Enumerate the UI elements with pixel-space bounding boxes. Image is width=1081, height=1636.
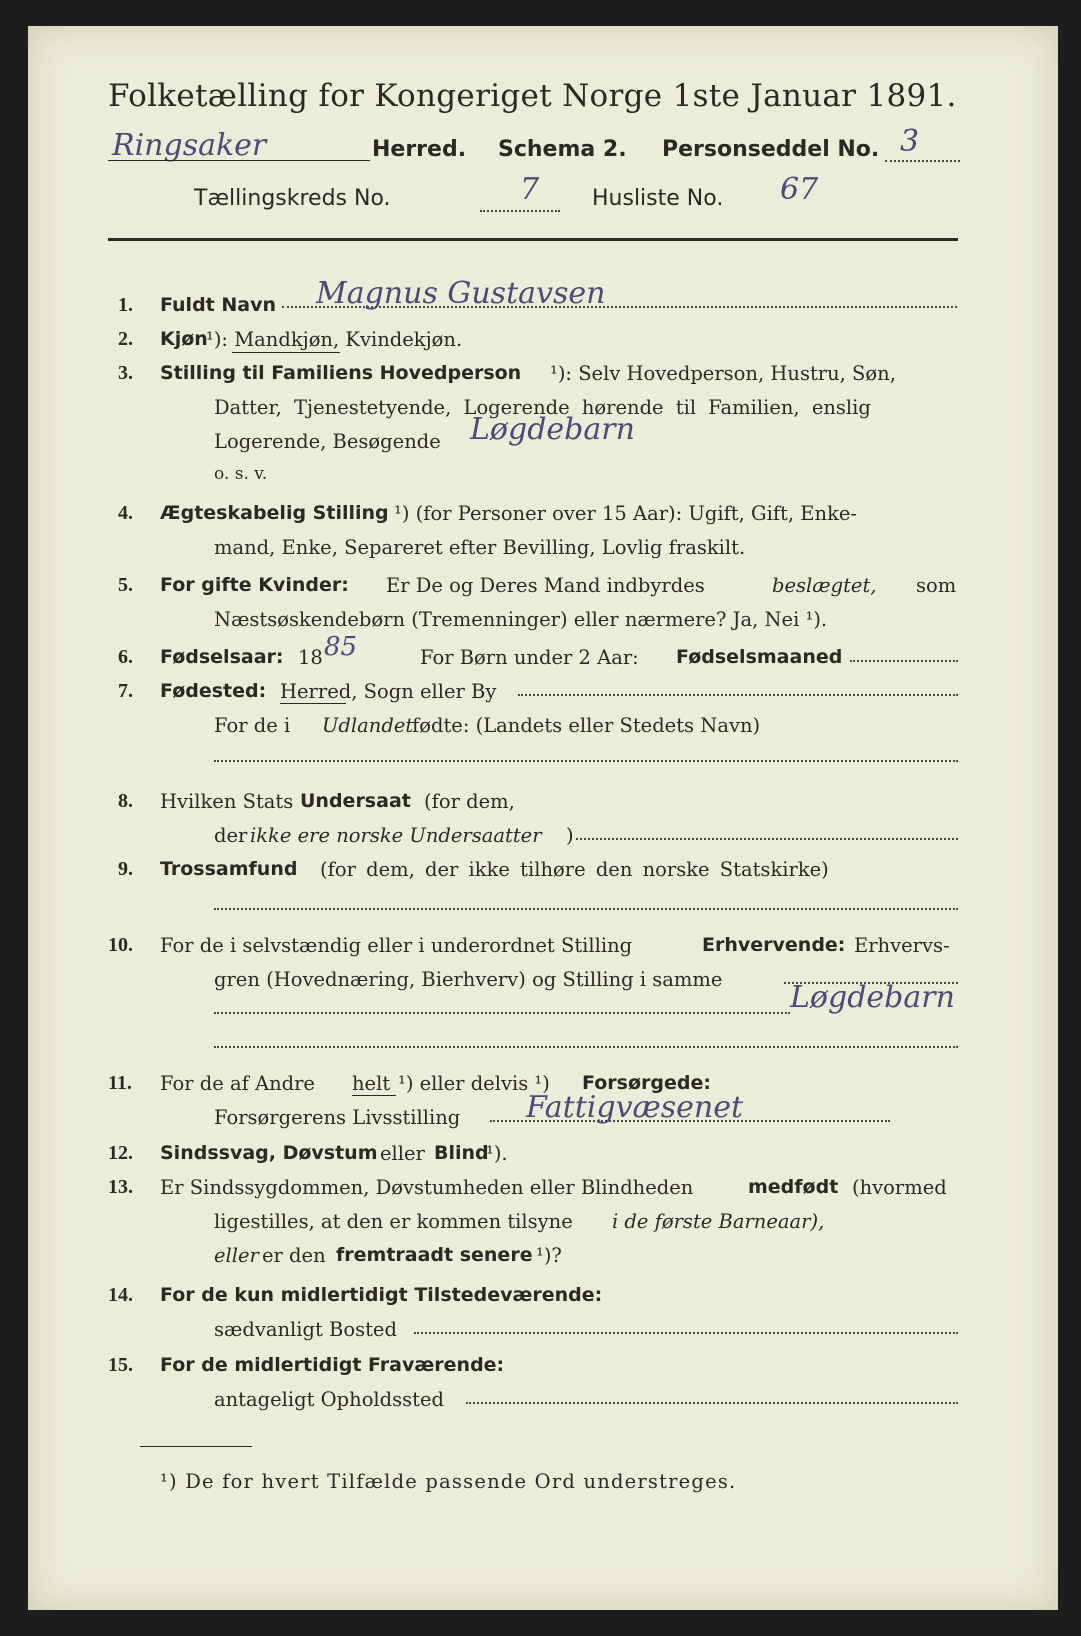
- item-2-options: ¹): Mandkjøn, Kvindekjøn.: [206, 328, 463, 351]
- item-10-question-a: For de i selvstændig eller i underordnet Stilling: [160, 934, 633, 957]
- item-14-label: For de kun midlertidigt Tilstedeværende:: [160, 1284, 603, 1306]
- item-11-helt: helt: [352, 1072, 391, 1095]
- item-3-label: Stilling til Familiens Hovedperson: [160, 362, 522, 384]
- item-13-hvormed: (hvormed: [852, 1176, 947, 1199]
- handwritten-birth-year: 85: [324, 632, 358, 662]
- personseddel-label: Personseddel No.: [662, 137, 880, 162]
- herred-option-underline: [280, 703, 346, 704]
- item-9-label: Trossamfund: [160, 858, 298, 880]
- item-8-dots: [576, 838, 958, 840]
- item-9-question: (for dem, der ikke tilhøre den norske Statskirke): [320, 858, 829, 881]
- item-10-dots-3: [214, 1046, 958, 1048]
- item-6-century: 18: [298, 646, 323, 669]
- handwritten-kreds-no: 7: [520, 172, 540, 207]
- item-12-eller: eller: [380, 1142, 425, 1165]
- item-8-label-a: Hvilken Stats: [160, 790, 294, 813]
- item-15-dots: [466, 1402, 958, 1404]
- header-rule: [108, 238, 958, 241]
- item-5-options: Næstsøskendebørn (Tremenninger) eller nærmere? Ja, Nei ¹).: [214, 608, 828, 631]
- item-4-options-a: ¹) (for Personer over 15 Aar): Ugift, Gift, Enke-: [394, 502, 858, 525]
- handwritten-forsorger: Fattigvæsenet: [526, 1090, 744, 1125]
- mandkjon-underline: [232, 352, 340, 353]
- item-13-medfodt: medfødt: [748, 1176, 839, 1198]
- item-12-note: ¹).: [486, 1142, 508, 1165]
- item-12-label-a: Sindssvag, Døvstum: [160, 1142, 378, 1164]
- item-number-11: 11.: [108, 1072, 132, 1094]
- item-number-12: 12.: [108, 1142, 133, 1164]
- item-5-label: For gifte Kvinder:: [160, 574, 349, 596]
- item-3-options-a: ¹): Selv Hovedperson, Hustru, Søn,: [550, 362, 896, 385]
- form-title: Folketælling for Kongeriget Norge 1ste Januar 1891.: [108, 78, 957, 114]
- item-number-6: 6.: [118, 646, 133, 668]
- item-11-forsorgede: Forsørgede:: [582, 1072, 711, 1094]
- item-3-options-b: Datter, Tjenestetyende, Logerende hørende til Familien, enslig: [214, 396, 871, 419]
- herred-underline: [108, 160, 370, 161]
- item-13-barneaar: i de første Barneaar),: [612, 1210, 825, 1233]
- item-7-dots: [518, 694, 958, 696]
- item-1-label: Fuldt Navn: [160, 294, 277, 316]
- item-number-9: 9.: [118, 858, 133, 880]
- item-number-1: 1.: [118, 294, 133, 316]
- item-10-question-b: gren (Hovednæring, Bierhverv) og Stilling i samme: [214, 968, 723, 991]
- item-number-14: 14.: [108, 1284, 133, 1306]
- item-8-ikke-norske: ikke ere norske Undersaatter: [250, 824, 542, 847]
- item-12-blind: Blind: [434, 1142, 489, 1164]
- item-number-7: 7.: [118, 680, 133, 702]
- item-7-foreign-a: For de i: [214, 714, 291, 737]
- item-5-question: Er De og Deres Mand indbyrdes: [386, 574, 705, 597]
- husliste-label: Husliste No.: [592, 186, 724, 211]
- item-5-som: som: [916, 574, 957, 597]
- item-7-dots-2: [214, 760, 958, 762]
- item-11-livsstilling: Forsørgerens Livsstilling: [214, 1106, 461, 1129]
- item-9-dots: [214, 908, 958, 910]
- item-14-dots: [414, 1332, 958, 1334]
- item-2-label: Kjøn: [160, 328, 208, 350]
- item-number-4: 4.: [118, 502, 133, 524]
- handwritten-stilling: Løgdebarn: [470, 412, 635, 447]
- handwritten-personseddel-no: 3: [900, 124, 920, 159]
- item-number-5: 5.: [118, 574, 133, 596]
- item-1-dots: [282, 306, 957, 308]
- handwritten-erhverv: Løgdebarn: [790, 980, 955, 1015]
- item-number-13: 13.: [108, 1176, 133, 1198]
- item-5-beslaegtet: beslægtet,: [772, 574, 877, 597]
- item-7-options: Herred, Sogn eller By: [280, 680, 497, 703]
- item-11-label-b: ¹) eller delvis ¹): [398, 1072, 550, 1095]
- item-14-bosted: sædvanligt Bosted: [214, 1318, 397, 1341]
- item-13-eller: eller: [214, 1244, 259, 1267]
- footnote: ¹) De for hvert Tilfælde passende Ord understreges.: [160, 1470, 737, 1493]
- item-10-erhvervs: Erhvervs-: [854, 934, 950, 957]
- handwritten-herred: Ringsaker: [112, 128, 267, 163]
- schema-label: Schema 2.: [498, 137, 627, 162]
- item-8-close: ): [566, 824, 574, 847]
- item-7-foreign-b: Udlandet: [322, 714, 414, 737]
- item-4-options-b: mand, Enke, Separeret efter Bevilling, Lovlig fraskilt.: [214, 536, 746, 559]
- item-7-label: Fødested:: [160, 680, 267, 702]
- item-13-fremtraadt: fremtraadt senere: [336, 1244, 533, 1266]
- personseddel-dots: [885, 160, 960, 162]
- item-13-note: ¹)?: [536, 1244, 562, 1267]
- helt-underline: [352, 1095, 396, 1096]
- item-6-dots: [850, 660, 958, 662]
- handwritten-husliste-no: 67: [780, 172, 819, 207]
- handwritten-name: Magnus Gustavsen: [316, 276, 606, 311]
- kreds-dots: [480, 210, 560, 212]
- item-8-label-b: Undersaat: [300, 790, 411, 812]
- kreds-label: Tællingskreds No.: [194, 186, 391, 211]
- item-6-month-label: Fødselsmaaned: [676, 646, 843, 668]
- item-3-options-d: o. s. v.: [214, 464, 268, 484]
- footnote-rule: [140, 1446, 252, 1447]
- item-6-label: Fødselsaar:: [160, 646, 284, 668]
- item-13-question-c: er den: [262, 1244, 326, 1267]
- item-13-question-a: Er Sindssygdommen, Døvstumheden eller Blindheden: [160, 1176, 694, 1199]
- item-15-opholdssted: antageligt Opholdssted: [214, 1388, 445, 1411]
- item-8-der: der: [214, 824, 248, 847]
- item-6-question: For Børn under 2 Aar:: [420, 646, 639, 669]
- herred-label: Herred.: [372, 137, 467, 162]
- item-11-label-a: For de af Andre: [160, 1072, 315, 1095]
- item-number-2: 2.: [118, 328, 133, 350]
- item-number-15: 15.: [108, 1354, 133, 1376]
- item-7-foreign-c: fødte: (Landets eller Stedets Navn): [412, 714, 761, 737]
- item-number-10: 10.: [108, 934, 133, 956]
- item-8-label-c: (for dem,: [424, 790, 515, 813]
- item-4-label: Ægteskabelig Stilling: [160, 502, 389, 524]
- item-10-erhvervende: Erhvervende:: [702, 934, 846, 956]
- item-number-8: 8.: [118, 790, 133, 812]
- item-15-label: For de midlertidigt Fraværende:: [160, 1354, 505, 1376]
- item-3-options-c: Logerende, Besøgende: [214, 430, 441, 453]
- item-10-dots-2: [214, 1012, 790, 1014]
- item-13-question-b: ligestilles, at den er kommen tilsyne: [214, 1210, 573, 1233]
- item-number-3: 3.: [118, 362, 133, 384]
